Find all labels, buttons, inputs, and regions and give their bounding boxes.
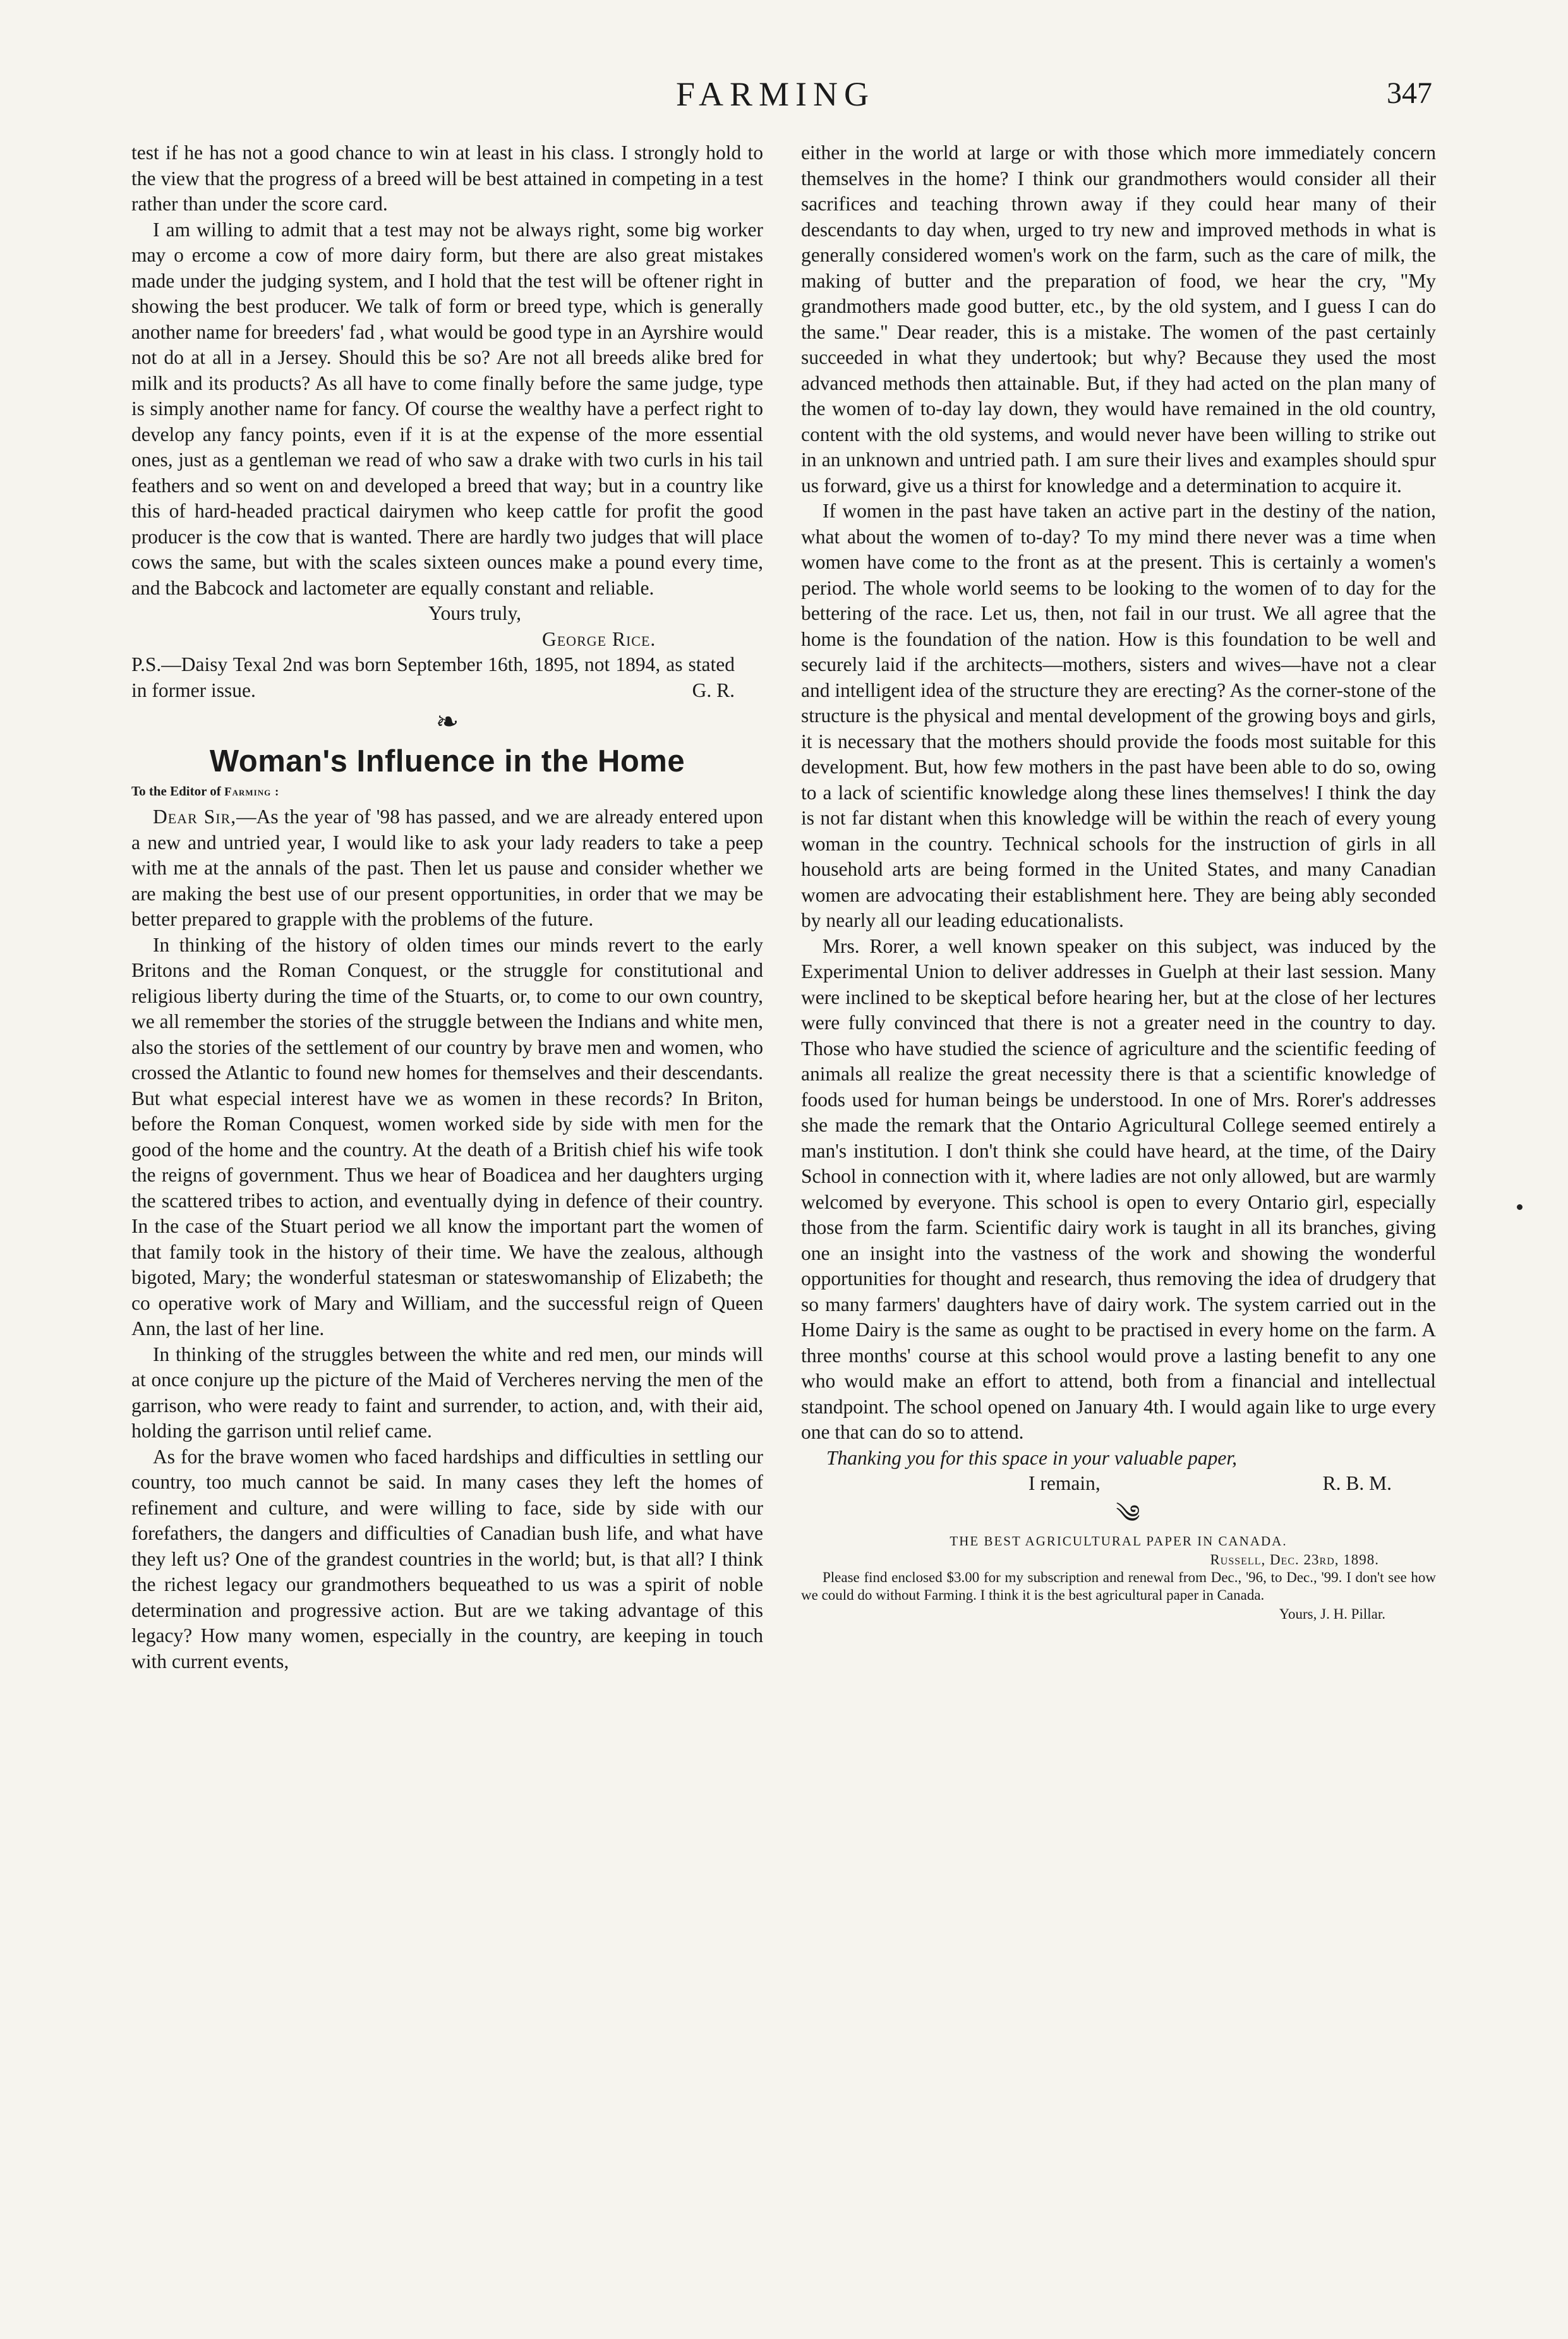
paragraph: If women in the past have taken an active part in the destiny of the nation, what about the women of to-day? To my mind there never was a time when women have come to the front as at the present. This is certainly a women's period. The whole world seems to be looking to the women of to day for the bettering of the race. Let us, then, not fail in our trust. We all agree that the home is the foundation of the nation. How is this foundation to be well and securely laid if the architects—mothers, sisters and wives—have not a clear and intelligent idea of the structure they are erecting? As the corner-stone of the structure is the physical and mental development of the growing boys and girls, it is necessary that the mothers should provide the foods most suitable for this development. But, how few mothers in the past have been able to do so, owing to a lack of scientific knowledge along these lines themselves! I think the day is not far distant when this knowledge will be within the reach of every young woman in the country. Technical schools for the instruction of girls in all household arts are being formed in the United States, and many Canadian women are advocating their establishment here. They are being ably seconded by nearly all our leading educationalists. <box>801 500 1436 931</box>
closing-line: Thanking you for this space in your valuable paper, <box>826 1446 1238 1469</box>
paragraph: In thinking of the history of olden times our minds revert to the early Britons and the Roman Conquest, or the struggle for constitutional and religious liberty during the time of the Stuarts, or, to come to our own country, we all remember the stories of the struggle between the Indians and white men, also the stories of the settlement of our country by brave men and women, who crossed the Atlantic to found new homes for themselves and their descendants. But what especial interest have we as women in these records? In Briton, before the Roman Conquest, women worked side by side with men for the good of the home and the country. At the death of a British chief his wife took the reigns of government. Thus we hear of Boadicea and her daughters urging the scattered tribes to action, and eventually dying in defence of their country. In the case of the Stuart period we all know the important part the women of that family took in the history of their time. We have the zealous, although bigoted, Mary; the wonderful statesman or stateswomanship of Elizabeth; the co operative work of Mary and William, and the successful reign of Queen Ann, the last of her line. <box>131 933 763 1339</box>
paragraph: either in the world at large or with those which more immediately concern themselves in the home? I think our grandmothers would consider all their sacrifices and teaching thrown away if they could hear many of their descendants to day when, urged to try new and improved methods in what is generally considered women's work on the farm, such as the care of milk, the making of butter and the preparation of food, we hear the cry, "My grandmothers made good butter, etc., by the old system, and I guess I can do the same." Dear reader, this is a mistake. The women of the past certainly succeeded in what they undertook; but why? Because they used the most advanced methods then attainable. But, if they had acted on the plan many of the women of to-day lay down, they would have remained in the old country, content with the old systems, and would never have been willing to strike out in an unknown and untried path. I am sure their lives and examples should spur us forward, give us a thirst for knowledge and a determination to acquire it. <box>801 142 1436 497</box>
right-column <box>801 140 1436 1623</box>
salutation: Dear Sir, <box>153 806 237 828</box>
paragraph: test if he has not a good chance to win at least in his class. I strongly hold to the view that the progress of a breed will be best attained in competing in a test rather than under the score card. <box>131 142 763 215</box>
letter-signature: Yours, J. H. Pillar. <box>1279 1605 1385 1622</box>
letter-body: Please find enclosed $3.00 for my subscription and renewal from Dec., '96, to Dec., '99. I don't see how we could do without Farming. I think it is the best agricultural paper in Canada. <box>801 1569 1436 1603</box>
opening-paragraph: Dear Sir,—As the year of '98 has passed, and we are already entered upon a new and untried year, I would like to ask your lady readers to take a peep with me at the annals of the past. Then let us pause and consider whether we are making the best use of our present opportunities, in order that we may be better prepared to grapple with the problems of the future. <box>131 806 763 930</box>
letter-place-date: Russell, Dec. 23rd, 1898. <box>1210 1551 1379 1568</box>
closing-signature <box>1028 1471 1392 1497</box>
margin-dot <box>1517 1204 1523 1210</box>
postscript-initials: G. R. <box>692 679 735 701</box>
article-title: Woman's Influence in the Home <box>209 744 685 778</box>
page-number: 347 <box>1387 76 1432 110</box>
paragraph: In thinking of the struggles between the white and red men, our minds will at once conjure up the picture of the Maid of Vercheres nerving the men of the garrison, who were ready to faint and surrender, to action, and, with their aid, holding the garrison until relief came. <box>131 1343 763 1442</box>
fleuron-ornament: ❧ <box>435 706 459 737</box>
to-editor-line: To the Editor of Farming : <box>131 783 280 799</box>
publication-title: FARMING <box>676 75 876 113</box>
signer-name: George Rice. <box>542 627 656 650</box>
paragraph: As for the brave women who faced hardships and difficulties in settling our country, too much cannot be said. In many cases they left the homes of refinement and culture, and were willing to face, side by side with our forefathers, the dangers and difficulties of Canadian bush life, and what have they left us? One of the grandest countries in the world; but, is that all? I think the richest legacy our grandmothers bequeathed to us was a spirit of noble determination and progressive action. But are we taking advantage of this legacy? How many women, especially in the country, are keeping in touch with current events, <box>131 1445 763 1672</box>
i-remain: I remain, <box>1028 1472 1101 1494</box>
yours-truly: Yours truly, <box>428 602 522 624</box>
signer-initials: R. B. M. <box>1322 1472 1392 1494</box>
ornament: ༄ <box>1116 1499 1140 1528</box>
letter-heading: THE BEST AGRICULTURAL PAPER IN CANADA. <box>950 1533 1288 1549</box>
postscript-text: P.S.—Daisy Texal 2nd was born September 16th, 1895, not 1894, as stated in former issue. <box>131 653 735 701</box>
running-header <box>0 75 1568 119</box>
paragraph: I am willing to admit that a test may not be always right, some big worker may o ercome a cow of more dairy form, but there are also great mistakes made under the judging system, and I hold that the test will be oftener right in showing the best producer. We talk of form or breed type, which is generally another name for breeders' fad , what would be good type in an Ayrshire would not do at all in a Jersey. Should this be so? Are not all breeds alike bred for milk and its products? As all have to come finally before the same judge, type is simply another name for fancy. Of course the wealthy have a perfect right to develop any fancy points, even if it is at the expense of the more essential ones, just as a gentleman we read of who saw a drake with two curls in his tail feathers and so went on and developed a breed that way; but in a country like this of hard-headed practical dairymen who keep cattle for profit the good producer is the cow that is wanted. There are hardly two judges that will place cows the same, but with the scales sixteen ounces make a pound every time, and the Babcock and lactometer are equally constant and reliable. <box>131 218 763 599</box>
left-column <box>131 140 763 1674</box>
reader-letter <box>801 1532 1436 1623</box>
postscript <box>131 652 763 703</box>
paragraph: Mrs. Rorer, a well known speaker on this subject, was induced by the Experimental Union to deliver addresses in Guelph at their last session. Many were inclined to be skeptical before hearing her, but at the close of her lectures were fully convinced that there is not a greater need in the country to day. Those who have studied the science of agriculture and the scientific feeding of animals all realize the great necessity there is that a scientific knowledge of foods used for human beings be understood. In one of Mrs. Rorer's addresses she made the remark that the Ontario Agricultural College seemed entirely a man's institution. I don't think she could have heard, at the time, of the Dairy School in connection with it, where ladies are not only allowed, but are warmly welcomed by everyone. This school is open to every Ontario girl, especially those from the farm. Scientific dairy work is taught in all its branches, giving one an insight into the vastness of the work and showing the wonderful opportunities for thought and research, thus removing the idea of drudgery that so many farmers' daughters have of dairy work. The system carried out in the Home Dairy is the same as ought to be practised in every home on the farm. A three months' course at this school would prove a lasting benefit to any one who would make an effort to attend, both from a financial and intellectual standpoint. The school opened on January 4th. I would again like to urge every one that can do so to attend. <box>801 934 1436 1443</box>
